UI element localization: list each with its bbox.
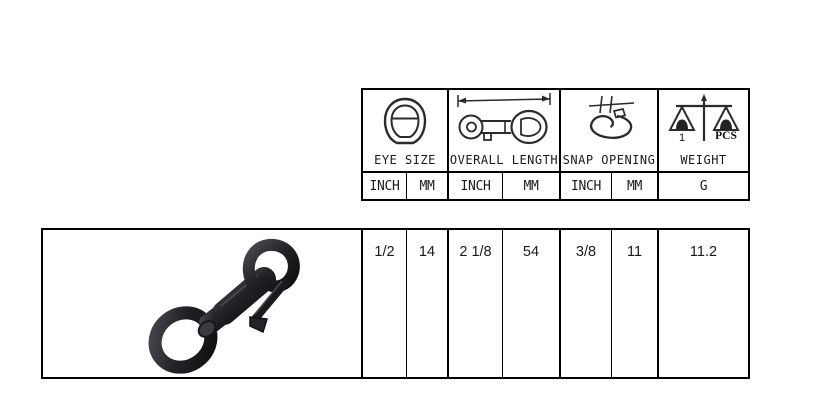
col-label-snap-opening: SNAP OPENING bbox=[562, 153, 656, 167]
value-snap-mm: 11 bbox=[612, 230, 659, 377]
unit-cell-eye-inch: INCH bbox=[363, 173, 407, 199]
swivel-bolt-snap-photo bbox=[43, 230, 361, 377]
value-snap-inch: 3/8 bbox=[561, 230, 612, 377]
value-weight-g: 11.2 bbox=[689, 244, 718, 260]
unit-cell-snap-mm: MM bbox=[612, 173, 659, 199]
col-group-overall-length bbox=[449, 90, 561, 173]
unit-cell-weight-g: G bbox=[699, 178, 708, 194]
col-label-eye-size: EYE SIZE bbox=[374, 153, 436, 167]
snap-opening-icon bbox=[561, 90, 657, 153]
product-photo-cell bbox=[43, 230, 363, 377]
weight-icon-right-label: PCS bbox=[714, 129, 737, 142]
value-overall-inch: 2 1/8 bbox=[449, 230, 503, 377]
col-group-eye-size bbox=[363, 90, 449, 173]
value-eye-inch: 1/2 bbox=[363, 230, 407, 377]
unit-cell-overall-mm: MM bbox=[503, 173, 561, 199]
col-label-weight: WEIGHT bbox=[680, 153, 727, 167]
overall-length-icon bbox=[449, 90, 559, 153]
weight-icon-left-label: 1 bbox=[678, 131, 685, 144]
value-eye-mm: 14 bbox=[407, 230, 449, 377]
spec-header-table bbox=[361, 88, 750, 201]
eye-size-icon bbox=[363, 90, 447, 153]
unit-cell-snap-inch: INCH bbox=[561, 173, 612, 199]
weight-scale-icon bbox=[659, 90, 748, 153]
value-overall-mm: 54 bbox=[503, 230, 561, 377]
col-group-weight bbox=[659, 90, 748, 173]
unit-cell-overall-inch: INCH bbox=[449, 173, 503, 199]
unit-cell-eye-mm: MM bbox=[407, 173, 449, 199]
col-group-snap-opening bbox=[561, 90, 659, 173]
col-label-overall-length: OVERALL LENGTH bbox=[449, 153, 559, 167]
spec-data-table bbox=[41, 228, 750, 379]
